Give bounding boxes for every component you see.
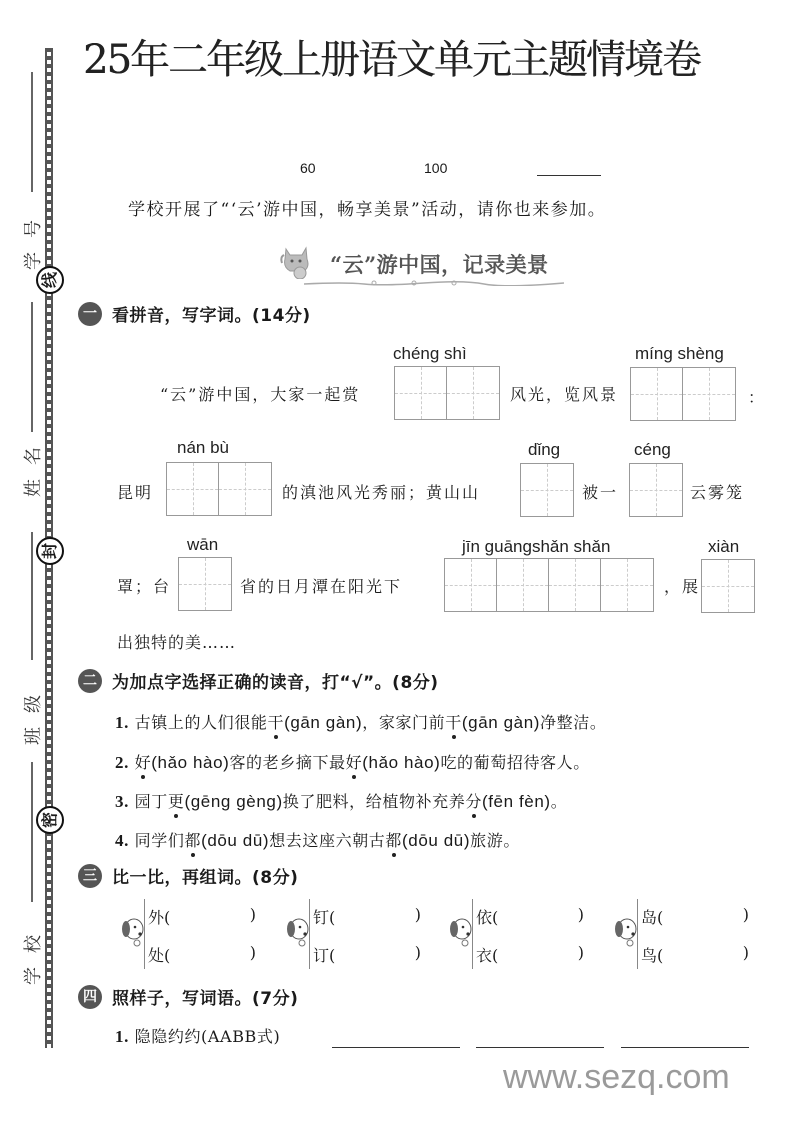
pinyin-choice[interactable]: (fēn fèn) [481,792,551,811]
compare-pair [448,897,598,973]
compare-top[interactable]: 依( ) [476,905,584,927]
dog-icon [613,915,639,949]
fill-text: 云雾笼 [690,483,745,502]
banner-title: “云”游中国，记录美景 [330,252,549,277]
section-title: 为加点字选择正确的读音，打“√”。(8分) [112,673,439,693]
section-badge: 二 [78,669,102,693]
section-title: 照样子，写词语。(7分) [112,989,299,1009]
pinyin-label: míng shèng [635,344,724,363]
pinyin-choice[interactable]: (hǎo hào) [362,753,441,772]
class-label: 班级 [23,681,44,745]
compare-bottom[interactable]: 鸟( ) [641,943,749,965]
compare-pair [120,897,270,973]
dotted-char: 好 [346,750,363,773]
dotted-char: 干 [267,710,284,733]
seal-xian: 线 [36,266,64,294]
full-score: 100 [424,160,448,176]
school-label: 学校 [23,921,44,985]
binding-line [31,302,33,432]
answer-blank[interactable] [621,1047,749,1048]
dotted-char: 分 [465,789,482,812]
writing-grid[interactable] [629,463,683,517]
fill-text: ： [748,388,767,407]
dog-icon [120,915,146,949]
question-3: 3. 园丁更(gēng gèng)换了肥料，给植物补充养分(fēn fèn)。 [115,789,567,812]
binding-line [31,762,33,902]
section-badge: 四 [78,985,102,1009]
pinyin-label: céng [634,440,671,459]
answer-blank[interactable] [476,1047,604,1048]
section-2-header [78,668,439,693]
writing-grid[interactable] [178,557,232,611]
fill-text: 风光，览风景 [510,385,619,404]
pinyin-choice[interactable]: (dōu dū) [402,831,471,850]
section-badge: 一 [78,302,102,326]
pinyin-label: jīn guāngshǎn shǎn [462,537,611,556]
pinyin-choice[interactable]: (dōu dū) [201,831,270,850]
writing-grid[interactable] [394,366,500,420]
compare-bottom[interactable]: 衣( ) [476,943,584,965]
writing-grid[interactable] [701,559,755,613]
intro-text: 学校开展了“‘云’游中国，畅享美景”活动，请你也来参加。 [128,200,607,220]
section-1-header [78,301,311,326]
watermark: www.sezq.com [503,1058,730,1096]
fill-text: 罩；台 [117,577,172,596]
pinyin-label: chéng shì [393,344,467,363]
fill-text: 被一 [582,483,619,502]
question-4: 4. 同学们都(dōu dū)想去这座六朝古都(dōu dū)旅游。 [115,828,520,851]
dotted-char: 都 [385,828,402,851]
seal-feng: 封 [36,537,64,565]
question-1: 1. 古镇上的人们很能干(gān gàn)，家家门前干(gān gàn)净整洁。 [115,710,606,733]
writing-grid[interactable] [520,463,574,517]
pinyin-choice[interactable]: (gēng gèng) [184,792,283,811]
compare-bottom[interactable]: 订( ) [313,943,421,965]
cat-icon [280,243,314,279]
seal-mi: 密 [36,806,64,834]
writing-grid[interactable] [630,367,736,421]
question-4-1: 1. 隐隐约约(AABB式) [115,1027,281,1046]
pinyin-choice[interactable]: (hǎo hào) [151,753,230,772]
student-id-label: 学号 [23,206,44,270]
compare-pair [613,897,763,973]
fill-text: 出独特的美…… [117,633,237,652]
pinyin-choice[interactable]: (gān gàn) [284,713,363,732]
fill-text: 省的日月潭在阳光下 [240,577,403,596]
dog-icon [448,915,474,949]
name-label: 姓名 [23,433,44,497]
compare-top[interactable]: 外( ) [148,905,256,927]
section-badge: 三 [78,864,102,888]
pinyin-label: dǐng [528,440,561,459]
compare-top[interactable]: 钉( ) [313,905,421,927]
time-minutes: 60 [300,160,316,176]
score-blank[interactable] [537,175,601,176]
pinyin-choice[interactable]: (gān gàn) [461,713,541,732]
dotted-char: 都 [184,828,201,851]
page-title: 25年二年级上册语文单元主题情境卷 [83,37,700,83]
compare-pair [285,897,435,973]
section-3-header [78,863,298,888]
fill-text: 的滇池风光秀丽；黄山山 [282,483,481,502]
section-4-header [78,984,298,1009]
pinyin-label: nán bù [177,438,229,457]
question-2: 2. 好(hǎo hào)客的老乡摘下最好(hǎo hào)吃的葡萄招待客人。 [115,750,590,773]
writing-grid[interactable] [166,462,272,516]
dog-icon [285,915,311,949]
binding-line [31,532,33,660]
section-title: 比一比，再组词。(8分) [112,868,299,888]
writing-grid[interactable] [444,558,654,612]
dotted-char: 好 [135,750,152,773]
decorative-line [304,280,564,286]
fill-text: 昆明 [117,483,154,502]
answer-blank[interactable] [332,1047,460,1048]
pinyin-label: wān [187,535,219,554]
compare-bottom[interactable]: 处( ) [148,943,256,965]
pinyin-label: xiàn [708,537,740,556]
binding-line [31,72,33,192]
fill-text: ，展 [664,577,701,596]
dotted-char: 干 [445,710,462,733]
dotted-char: 更 [168,789,185,812]
section-title: 看拼音，写字词。(14分) [112,306,311,326]
theme-banner [280,243,570,287]
fill-text: “云”游中国，大家一起赏 [160,385,361,404]
compare-top[interactable]: 岛( ) [641,905,749,927]
